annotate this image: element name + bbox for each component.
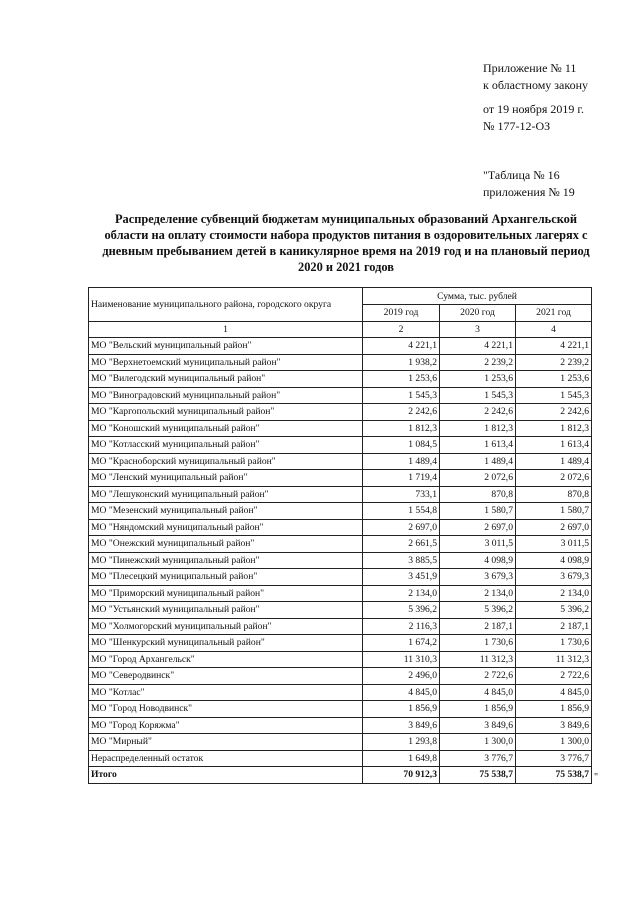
table-row	[89, 701, 592, 718]
amount-2019: 1 649,8	[363, 750, 440, 767]
amount-2020: 1 545,3	[440, 387, 516, 404]
amount-2019: 2 242,6	[363, 404, 440, 421]
amount-2021: 1 613,4	[516, 437, 592, 454]
municipality-name: МО "Коношский муниципальный район"	[89, 420, 363, 437]
index-cell: 4	[516, 321, 592, 338]
amount-2021: 4 221,1	[516, 338, 592, 355]
amount-2020: 1 730,6	[440, 635, 516, 652]
municipality-name: Нераспределенный остаток	[89, 750, 363, 767]
amount-2021: 2 697,0	[516, 519, 592, 536]
municipality-name: МО "Вилегодский муниципальный район"	[89, 371, 363, 388]
amount-2019: 1 812,3	[363, 420, 440, 437]
column-header-name: Наименование муниципального района, городского округа	[89, 288, 363, 322]
amount-2019: 1 554,8	[363, 503, 440, 520]
amount-2021: 870,8	[516, 486, 592, 503]
index-cell: 2	[363, 321, 440, 338]
amount-2019: 733,1	[363, 486, 440, 503]
municipality-name: МО "Город Новодвинск"	[89, 701, 363, 718]
amount-2019: 1 674,2	[363, 635, 440, 652]
amount-2021: 2 134,0	[516, 585, 592, 602]
municipality-name: МО "Приморский муниципальный район"	[89, 585, 363, 602]
amount-2021: 2 722,6	[516, 668, 592, 685]
table-row	[89, 404, 592, 421]
table-row	[89, 684, 592, 701]
amount-2021: 11 312,3	[516, 651, 592, 668]
amount-2021: 4 098,9	[516, 552, 592, 569]
amount-2020: 2 242,6	[440, 404, 516, 421]
amount-2020: 1 300,0	[440, 734, 516, 751]
amount-2020: 870,8	[440, 486, 516, 503]
amount-2019: 1 293,8	[363, 734, 440, 751]
table-row	[89, 371, 592, 388]
closing-quote: "	[594, 772, 599, 783]
amount-2021: 1 856,9	[516, 701, 592, 718]
table-row	[89, 602, 592, 619]
table-row	[89, 734, 592, 751]
total-2020: 75 538,7	[440, 767, 516, 784]
amount-2020: 2 239,2	[440, 354, 516, 371]
municipality-name: МО "Ленский муниципальный район"	[89, 470, 363, 487]
table-ref-block	[483, 167, 575, 201]
amount-2019: 2 116,3	[363, 618, 440, 635]
amount-2020: 2 134,0	[440, 585, 516, 602]
amount-2019: 2 697,0	[363, 519, 440, 536]
amount-2019: 4 221,1	[363, 338, 440, 355]
amount-2020: 2 072,6	[440, 470, 516, 487]
table-row	[89, 453, 592, 470]
amount-2020: 5 396,2	[440, 602, 516, 619]
amount-2020: 1 253,6	[440, 371, 516, 388]
municipality-name: МО "Мезенский муниципальный район"	[89, 503, 363, 520]
municipality-name: МО "Холмогорский муниципальный район"	[89, 618, 363, 635]
amount-2021: 1 300,0	[516, 734, 592, 751]
table-row	[89, 585, 592, 602]
table-row	[89, 354, 592, 371]
column-header-sum: Сумма, тыс. рублей	[363, 288, 592, 305]
appendix-law-ref: к областному закону	[483, 78, 589, 92]
table-row	[89, 750, 592, 767]
appendix-number: Приложение № 11	[483, 61, 577, 75]
table-row	[89, 569, 592, 586]
amount-2020: 1 580,7	[440, 503, 516, 520]
table-row	[89, 387, 592, 404]
amount-2019: 2 661,5	[363, 536, 440, 553]
total-2021: 75 538,7	[516, 767, 592, 784]
amount-2020: 3 849,6	[440, 717, 516, 734]
table-index-row	[89, 321, 592, 338]
amount-2021: 2 187,1	[516, 618, 592, 635]
amount-2021: 2 072,6	[516, 470, 592, 487]
table-row	[89, 503, 592, 520]
column-header-2019: 2019 год	[363, 305, 440, 322]
amount-2019: 11 310,3	[363, 651, 440, 668]
municipality-name: МО "Виноградовский муниципальный район"	[89, 387, 363, 404]
amount-2021: 1 545,3	[516, 387, 592, 404]
index-cell: 1	[89, 321, 363, 338]
amount-2019: 4 845,0	[363, 684, 440, 701]
municipality-name: МО "Красноборский муниципальный район"	[89, 453, 363, 470]
table-row	[89, 635, 592, 652]
amount-2019: 1 084,5	[363, 437, 440, 454]
index-cell: 3	[440, 321, 516, 338]
amount-2019: 2 134,0	[363, 585, 440, 602]
amount-2019: 1 489,4	[363, 453, 440, 470]
total-2019: 70 912,3	[363, 767, 440, 784]
table-row	[89, 651, 592, 668]
amount-2020: 3 776,7	[440, 750, 516, 767]
total-label: Итого	[89, 767, 363, 784]
amount-2020: 11 312,3	[440, 651, 516, 668]
law-number: № 177-12-ОЗ	[483, 119, 551, 133]
amount-2021: 1 580,7	[516, 503, 592, 520]
appendix-header	[483, 60, 588, 94]
amount-2019: 3 451,9	[363, 569, 440, 586]
municipality-name: МО "Шенкурский муниципальный район"	[89, 635, 363, 652]
amount-2021: 1 812,3	[516, 420, 592, 437]
municipality-name: МО "Онежский муниципальный район"	[89, 536, 363, 553]
amount-2019: 1 545,3	[363, 387, 440, 404]
document-title: Распределение субвенций бюджетам муниципальных образований Архангельской области на оплату стоимости набора продуктов питания в оздоровительных лагерях с дневным пребыванием детей в каникулярное время на 2019 год и на плановый период 2020 и 2021 годов	[102, 212, 590, 274]
amount-2020: 1 812,3	[440, 420, 516, 437]
total-row	[89, 767, 592, 784]
amount-2021: 5 396,2	[516, 602, 592, 619]
amount-2019: 1 938,2	[363, 354, 440, 371]
amount-2021: 3 679,3	[516, 569, 592, 586]
law-date: от 19 ноября 2019 г.	[483, 102, 584, 116]
municipality-name: МО "Город Архангельск"	[89, 651, 363, 668]
amount-2020: 4 845,0	[440, 684, 516, 701]
amount-2020: 1 856,9	[440, 701, 516, 718]
municipality-name: МО "Верхнетоемский муниципальный район"	[89, 354, 363, 371]
municipality-name: МО "Вельский муниципальный район"	[89, 338, 363, 355]
amount-2020: 1 489,4	[440, 453, 516, 470]
municipality-name: МО "Лешуконский муниципальный район"	[89, 486, 363, 503]
amount-2021: 3 849,6	[516, 717, 592, 734]
amount-2021: 4 845,0	[516, 684, 592, 701]
amount-2021: 1 253,6	[516, 371, 592, 388]
amount-2019: 1 253,6	[363, 371, 440, 388]
municipality-name: МО "Устьянский муниципальный район"	[89, 602, 363, 619]
municipality-name: МО "Пинежский муниципальный район"	[89, 552, 363, 569]
amount-2020: 2 697,0	[440, 519, 516, 536]
law-date-block	[483, 101, 584, 135]
amount-2019: 3 849,6	[363, 717, 440, 734]
amount-2020: 2 722,6	[440, 668, 516, 685]
subvention-table	[88, 287, 592, 784]
table-row	[89, 717, 592, 734]
amount-2021: 3 011,5	[516, 536, 592, 553]
amount-2019: 3 885,5	[363, 552, 440, 569]
table-row	[89, 437, 592, 454]
table-row	[89, 420, 592, 437]
table-row	[89, 552, 592, 569]
table-row	[89, 338, 592, 355]
municipality-name: МО "Котласский муниципальный район"	[89, 437, 363, 454]
amount-2020: 3 679,3	[440, 569, 516, 586]
amount-2021: 1 489,4	[516, 453, 592, 470]
table-row	[89, 486, 592, 503]
amount-2020: 4 221,1	[440, 338, 516, 355]
table-row	[89, 536, 592, 553]
table-number: "Таблица № 16	[483, 168, 560, 182]
amount-2021: 2 242,6	[516, 404, 592, 421]
amount-2021: 2 239,2	[516, 354, 592, 371]
municipality-name: МО "Город Коряжма"	[89, 717, 363, 734]
amount-2020: 3 011,5	[440, 536, 516, 553]
municipality-name: МО "Котлас"	[89, 684, 363, 701]
table-row	[89, 470, 592, 487]
amount-2020: 4 098,9	[440, 552, 516, 569]
table-appendix-ref: приложения № 19	[483, 185, 575, 199]
municipality-name: МО "Каргопольский муниципальный район"	[89, 404, 363, 421]
amount-2019: 2 496,0	[363, 668, 440, 685]
municipality-name: МО "Северодвинск"	[89, 668, 363, 685]
amount-2020: 2 187,1	[440, 618, 516, 635]
amount-2019: 5 396,2	[363, 602, 440, 619]
amount-2019: 1 856,9	[363, 701, 440, 718]
table-header-row	[89, 288, 592, 305]
amount-2019: 1 719,4	[363, 470, 440, 487]
column-header-2020: 2020 год	[440, 305, 516, 322]
municipality-name: МО "Плесецкий муниципальный район"	[89, 569, 363, 586]
table-row	[89, 618, 592, 635]
table-row	[89, 668, 592, 685]
municipality-name: МО "Няндомский муниципальный район"	[89, 519, 363, 536]
amount-2021: 3 776,7	[516, 750, 592, 767]
amount-2021: 1 730,6	[516, 635, 592, 652]
column-header-2021: 2021 год	[516, 305, 592, 322]
amount-2020: 1 613,4	[440, 437, 516, 454]
table-row	[89, 519, 592, 536]
municipality-name: МО "Мирный"	[89, 734, 363, 751]
